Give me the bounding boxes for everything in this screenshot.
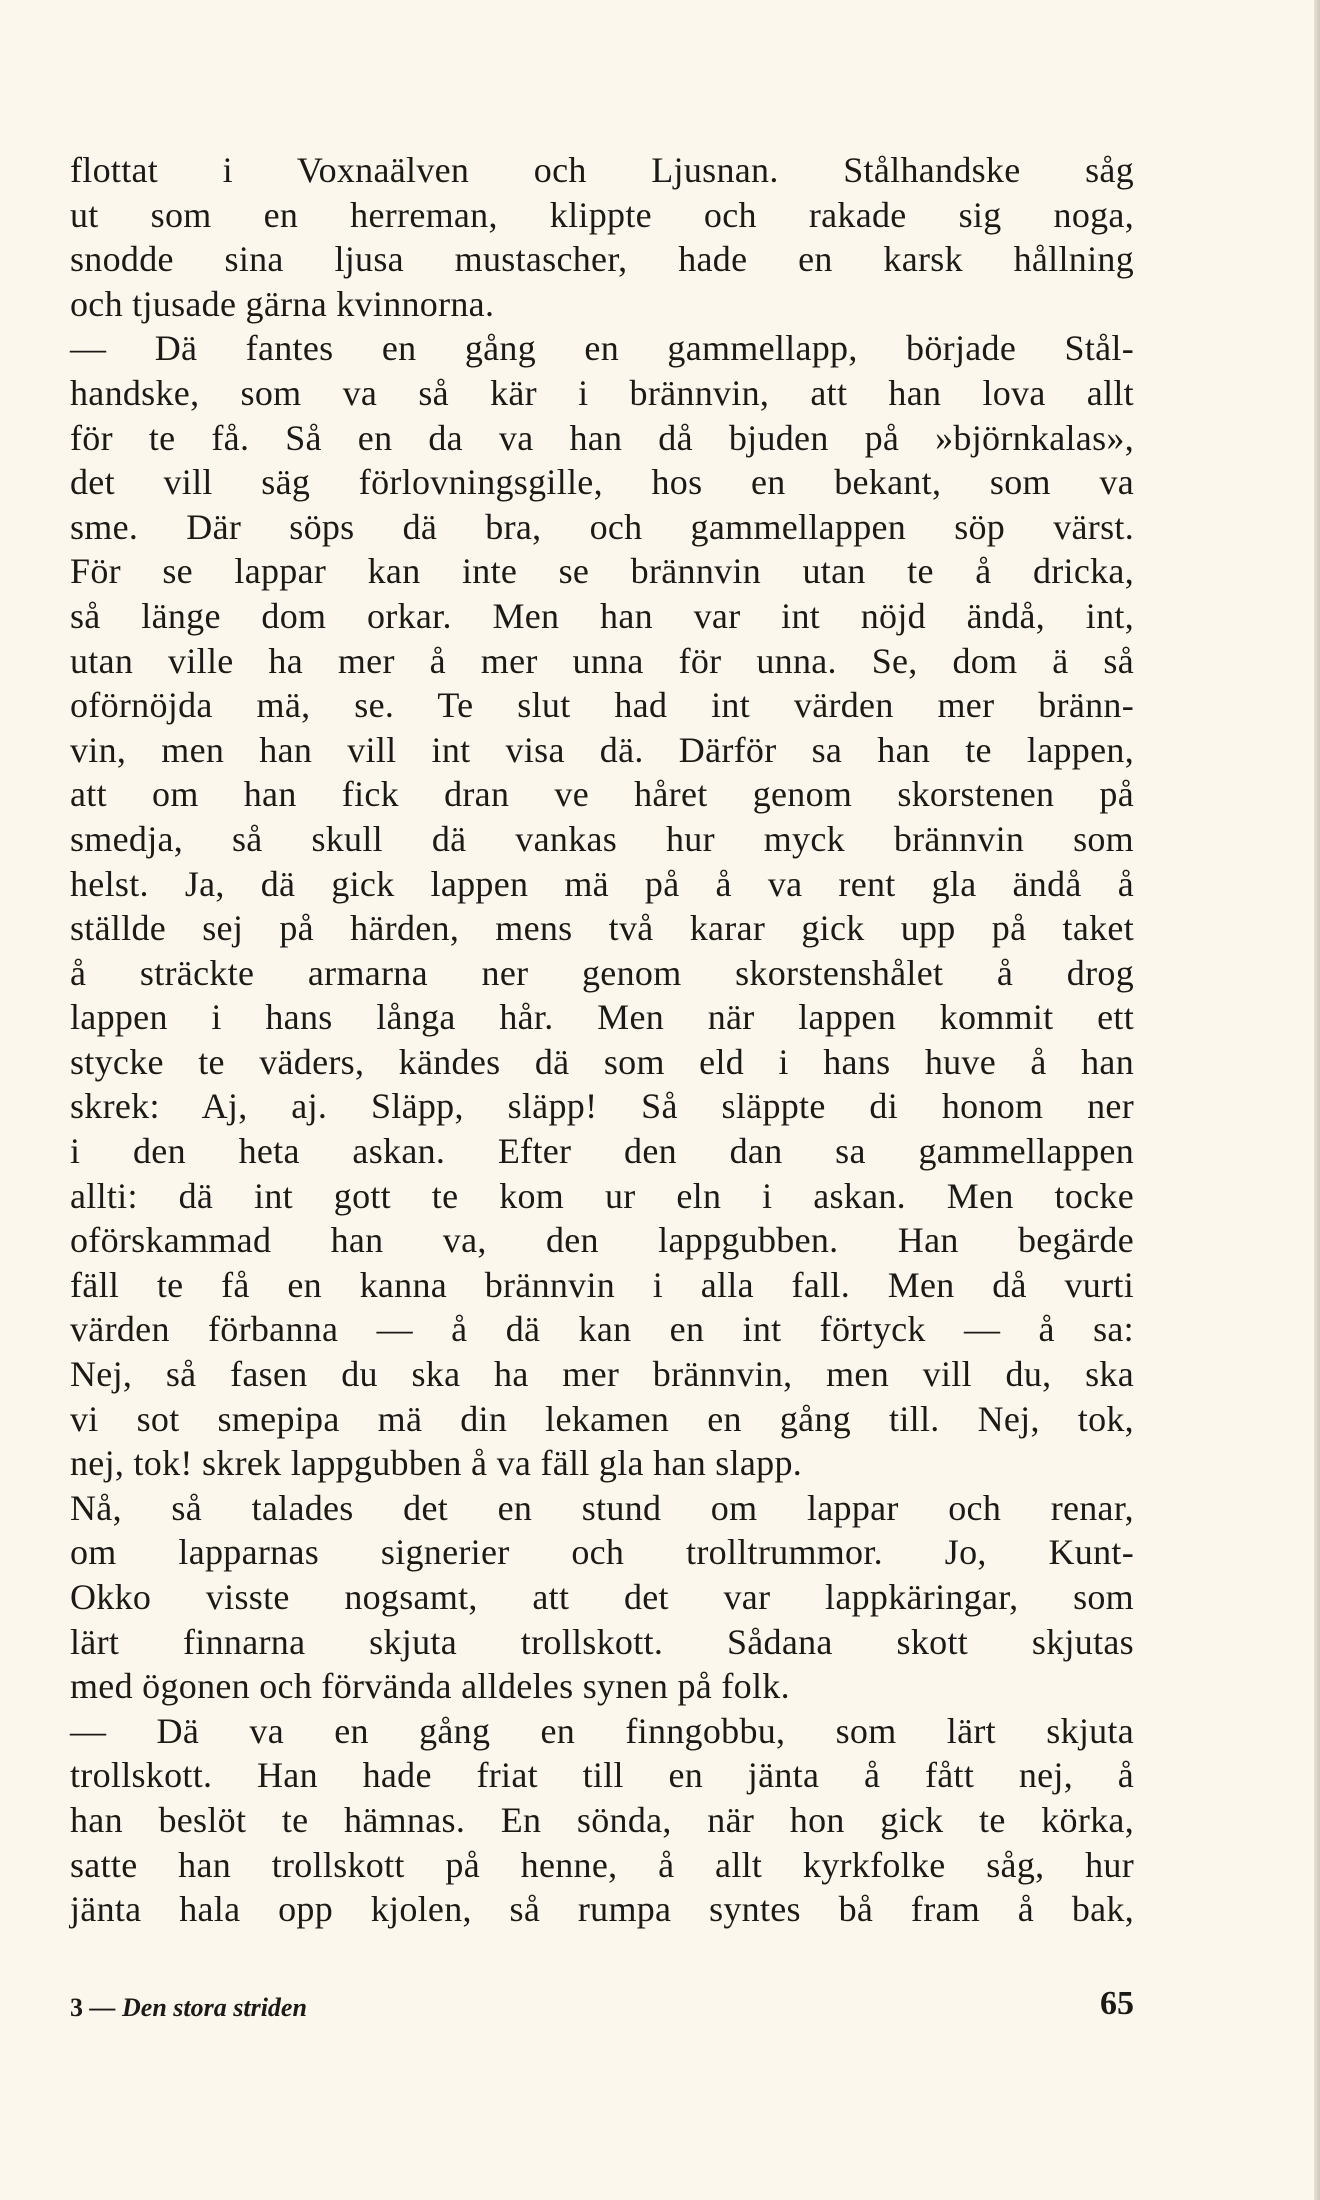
text-line: nej, tok! skrek lappgubben å va fäll gla han slapp. bbox=[70, 1443, 803, 1484]
text-line: oförnöjda mä, se. Te slut had int värden mer bränn- bbox=[70, 685, 1134, 726]
text-line: om lapparnas signerier och trolltrummor. Jo, Kunt- bbox=[70, 1532, 1134, 1573]
text-line: — Dä va en gång en finngobbu, som lärt skjuta bbox=[70, 1710, 1134, 1751]
signature-title: — Den stora striden bbox=[89, 1993, 307, 2022]
text-line: ut som en herreman, klippte och rakade sig noga, bbox=[70, 194, 1134, 235]
text-line: utan ville ha mer å mer unna för unna. Se, dom ä så bbox=[70, 640, 1134, 681]
text-line: För se lappar kan inte se brännvin utan te å dricka, bbox=[70, 551, 1134, 592]
text-line: ställde sej på härden, mens två karar gick upp på taket bbox=[70, 908, 1134, 949]
signature-number: 3 bbox=[70, 1993, 83, 2022]
text-line: Okko visste nogsamt, att det var lappkäringar, som bbox=[70, 1577, 1134, 1617]
text-line: i den heta askan. Efter den dan sa gammellappen bbox=[70, 1131, 1134, 1172]
text-line: oförskammad han va, den lappgubben. Han begärde bbox=[70, 1220, 1134, 1261]
page-footer bbox=[70, 1985, 1134, 2035]
text-line: med ögonen och förvända alldeles synen på folk. bbox=[70, 1666, 790, 1707]
text-line: flottat i Voxnaälven och Ljusnan. Stålhandske såg bbox=[70, 150, 1134, 190]
text-line: å sträckte armarna ner genom skorstenshålet å drog bbox=[70, 952, 1134, 993]
text-line: värden förbanna — å dä kan en int förtyck — å sa: bbox=[70, 1309, 1134, 1350]
signature-mark bbox=[70, 1993, 307, 2023]
text-line: för te få. Så en da va han då bjuden på »björnkalas», bbox=[70, 417, 1134, 458]
body-text bbox=[70, 148, 1134, 1932]
text-line: Nej, så fasen du ska ha mer brännvin, men vill du, ska bbox=[70, 1354, 1134, 1395]
text-line: att om han fick dran ve håret genom skorstenen på bbox=[70, 774, 1134, 815]
text-line: lappen i hans långa hår. Men när lappen kommit ett bbox=[70, 997, 1134, 1038]
page-number: 65 bbox=[1100, 1985, 1134, 2022]
text-line: snodde sina ljusa mustascher, hade en karsk hållning bbox=[70, 239, 1134, 280]
text-line: det vill säg förlovningsgille, hos en bekant, som va bbox=[70, 462, 1134, 503]
text-line: vin, men han vill int visa dä. Därför sa han te lappen, bbox=[70, 729, 1134, 770]
text-line: skrek: Aj, aj. Släpp, släpp! Så släppte di honom ner bbox=[70, 1086, 1134, 1127]
text-line: smedja, så skull dä vankas hur myck brännvin som bbox=[70, 818, 1134, 859]
text-line: satte han trollskott på henne, å allt kyrkfolke såg, hur bbox=[70, 1844, 1134, 1885]
text-line: vi sot smepipa mä din lekamen en gång till. Nej, tok, bbox=[70, 1398, 1134, 1439]
text-line: och tjusade gärna kvinnorna. bbox=[70, 283, 495, 324]
text-line: jänta hala opp kjolen, så rumpa syntes bå fram å bak, bbox=[70, 1889, 1134, 1930]
text-line: allti: dä int gott te kom ur eln i askan. Men tocke bbox=[70, 1175, 1134, 1216]
text-line: lärt finnarna skjuta trollskott. Sådana skott skjutas bbox=[70, 1621, 1134, 1662]
text-line: handske, som va så kär i brännvin, att han lova allt bbox=[70, 372, 1134, 413]
text-line: sme. Där söps dä bra, och gammellappen söp värst. bbox=[70, 506, 1134, 547]
text-line: helst. Ja, dä gick lappen mä på å va rent gla ändå å bbox=[70, 863, 1134, 904]
text-line: så länge dom orkar. Men han var int nöjd ändå, int, bbox=[70, 595, 1134, 636]
text-line: Nå, så talades det en stund om lappar och renar, bbox=[70, 1487, 1134, 1528]
text-line: han beslöt te hämnas. En sönda, när hon gick te körka, bbox=[70, 1799, 1134, 1840]
text-line: stycke te väders, kändes dä som eld i hans huve å han bbox=[70, 1041, 1134, 1082]
page-edge bbox=[1314, 0, 1320, 2200]
text-line: fäll te få en kanna brännvin i alla fall. Men då vurti bbox=[70, 1264, 1134, 1305]
text-line: — Dä fantes en gång en gammellapp, började Stål- bbox=[70, 328, 1134, 369]
text-line: trollskott. Han hade friat till en jänta å fått nej, å bbox=[70, 1755, 1134, 1796]
